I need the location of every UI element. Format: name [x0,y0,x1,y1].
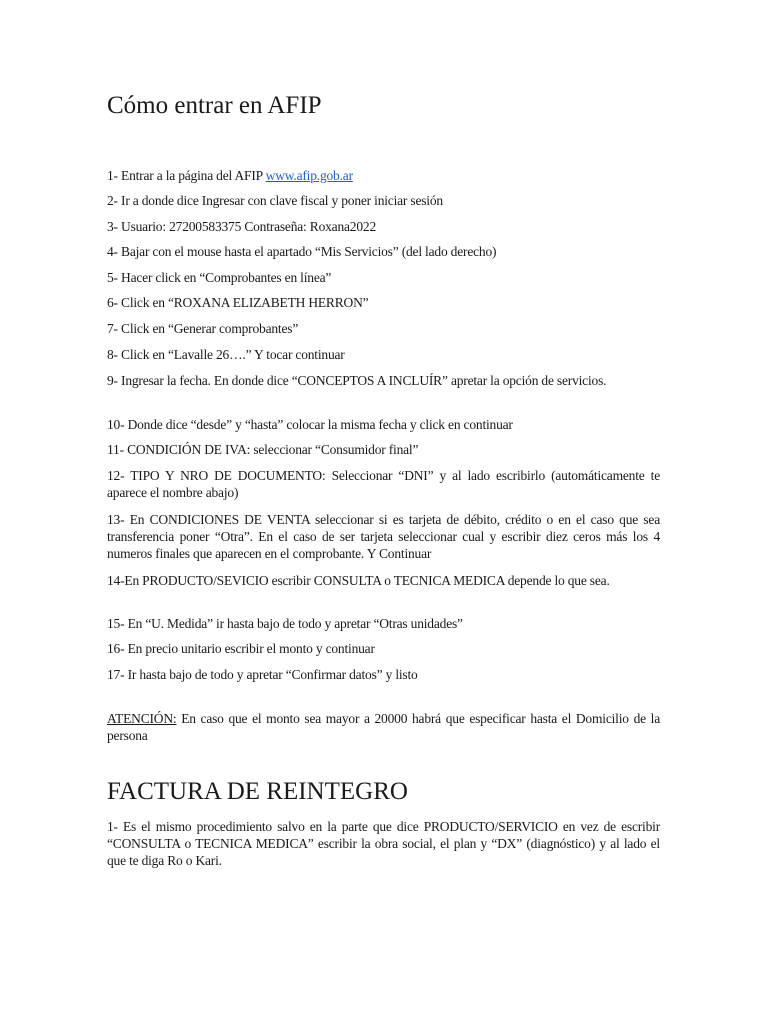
step-15: 15- En “U. Medida” ir hasta bajo de todo y apretar “Otras unidades” [107,616,463,631]
step-3: 3- Usuario: 27200583375 Contraseña: Roxana2022 [107,219,377,234]
attention-note [107,710,660,744]
attention-text: En caso que el monto sea mayor a 20000 habrá que especificar hasta el Domicilio de la persona [107,711,660,743]
step-7: 7- Click en “Generar comprobantes” [107,321,299,336]
section-title-reintegro: FACTURA DE REINTEGRO [107,778,408,805]
step-2: 2- Ir a donde dice Ingresar con clave fiscal y poner iniciar sesión [107,193,443,208]
step-5: 5- Hacer click en “Comprobantes en línea” [107,270,332,285]
step-10: 10- Donde dice “desde” y “hasta” colocar la misma fecha y click en continuar [107,417,513,432]
step-11: 11- CONDICIÓN DE IVA: seleccionar “Consumidor final” [107,442,419,457]
step-13: 13- En CONDICIONES DE VENTA seleccionar si es tarjeta de débito, crédito o en el caso que sea transferencia poner “Otra”. En el caso de ser tarjeta seleccionar cual y escribir diez ceros más los 4 numeros finales que aparecen en el comprobante. Y Continuar [107,512,660,561]
step-1 [107,167,660,184]
step-16: 16- En precio unitario escribir el monto y continuar [107,641,375,656]
step-4: 4- Bajar con el mouse hasta el apartado “Mis Servicios” (del lado derecho) [107,244,497,259]
page-title: Cómo entrar en AFIP [107,92,322,119]
step-12: 12- TIPO Y NRO DE DOCUMENTO: Seleccionar “DNI” y al lado escribirlo (automáticamente te aparece el nombre abajo) [107,468,660,500]
step-8: 8- Click en “Lavalle 26….” Y tocar continuar [107,347,345,362]
attention-label: ATENCIÓN: [107,711,177,726]
step-14: 14-En PRODUCTO/SEVICIO escribir CONSULTA o TECNICA MEDICA depende lo que sea. [107,573,610,588]
step-9: 9- Ingresar la fecha. En donde dice “CONCEPTOS A INCLUÍR” apretar la opción de servicios. [107,373,607,388]
afip-link[interactable]: www.afip.gob.ar [265,168,353,183]
step-17: 17- Ir hasta bajo de todo y apretar “Confirmar datos” y listo [107,667,418,682]
step-6: 6- Click en “ROXANA ELIZABETH HERRON” [107,295,369,310]
reintegro-step-1: 1- Es el mismo procedimiento salvo en la parte que dice PRODUCTO/SERVICIO en vez de escribir “CONSULTA o TECNICA MEDICA” escribir la obra social, el plan y “DX” (diagnóstico) y al lado el que te diga Ro o Kari. [107,819,660,868]
step-1-text: 1- Entrar a la página del AFIP [107,168,266,183]
